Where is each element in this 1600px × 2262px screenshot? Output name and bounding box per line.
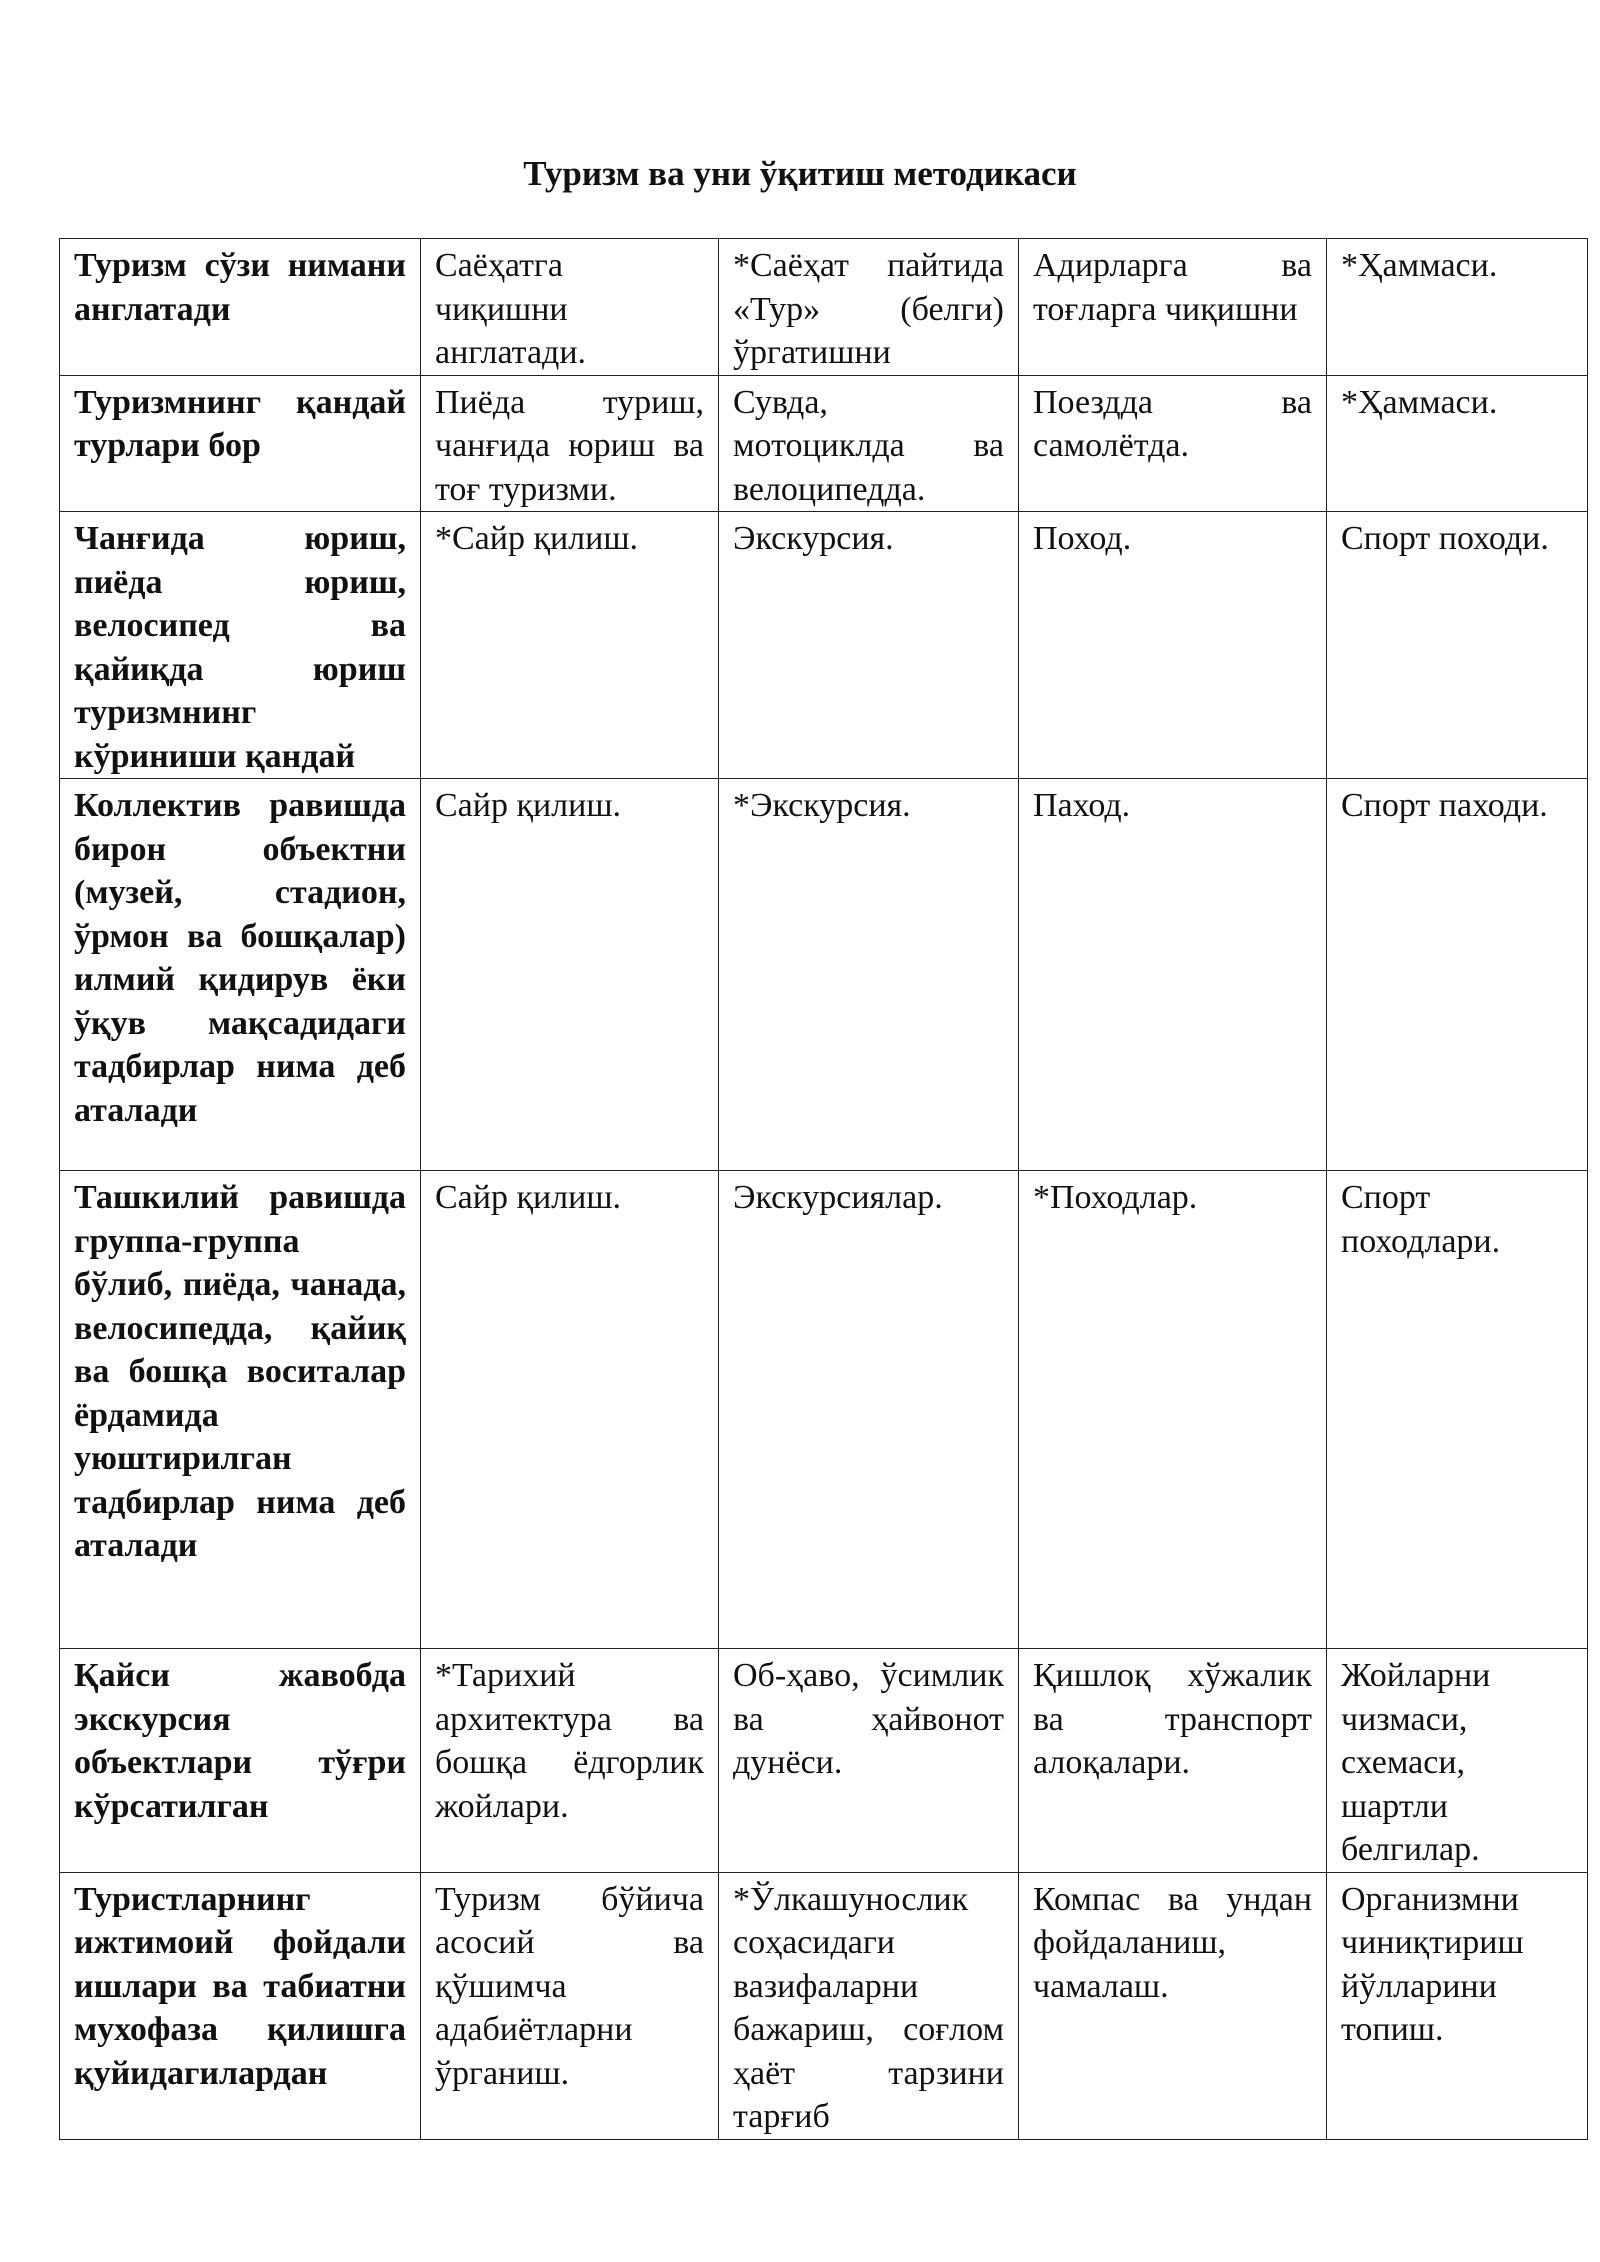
table-row — [60, 1649, 1588, 1873]
question-cell — [60, 512, 421, 779]
answer-cell — [1327, 375, 1588, 512]
answer-cell — [421, 1171, 719, 1649]
answer-text: Пиёда туриш, чанғида юриш ва тоғ туризми. — [435, 383, 704, 508]
answer-text: Об-ҳаво, ўсимлик ва ҳайвонот дунёси. — [733, 1657, 1004, 1781]
question-text: Ташкилий равишда группа-группа бўлиб, пиёда, чанада, велосипедда, қайиқ ва бошқа воситалар ёрдамида уюштирилган тадбирлар нима деб аталади — [74, 1179, 406, 1564]
answer-text: *Ўлкашунослик соҳасидаги вазифаларни бажариш, соғлом ҳаёт тарзини тарғиб — [733, 1880, 1004, 2135]
answer-cell — [421, 375, 719, 512]
answer-cell — [421, 512, 719, 779]
table-row — [60, 779, 1588, 1171]
answer-text: *Сайр қилиш. — [435, 520, 639, 557]
answer-cell — [1019, 375, 1327, 512]
answer-text: Экскурсиялар. — [733, 1179, 943, 1216]
answer-cell — [1019, 779, 1327, 1171]
question-cell — [60, 1872, 421, 2139]
answer-text: Компас ва ундан фойдаланиш, чамалаш. — [1033, 1880, 1312, 2005]
answer-text: Саёҳатга чиқишни англатади. — [435, 247, 587, 371]
answer-text: *Тарихий архитектура ва бошқа ёдгорлик жойлари. — [435, 1657, 704, 1825]
answer-text: *Ҳаммаси. — [1341, 247, 1498, 284]
answer-text: Туризм бўйича асосий ва қўшимча адабиётларни ўрганиш. — [435, 1880, 704, 2092]
answer-text: *Саёҳат пайтида «Тур» (белги) ўргатишни — [733, 247, 1004, 371]
answer-text: Сувда, мотоциклда ва велоципедда. — [733, 383, 1004, 508]
answer-text: Спорт паходи. — [1341, 787, 1548, 824]
answer-cell — [1327, 512, 1588, 779]
table-row — [60, 1872, 1588, 2139]
answer-cell — [421, 1872, 719, 2139]
answer-cell — [421, 779, 719, 1171]
answer-text: *Ҳаммаси. — [1341, 383, 1498, 421]
question-text: Чанғида юриш, пиёда юриш, велосипед ва қайиқда юриш туризмнинг кўриниши қандай — [74, 520, 406, 775]
answer-text: Спорт походлари. — [1341, 1179, 1501, 1260]
answer-cell — [421, 1649, 719, 1873]
answer-text: Организмни чиниқтириш йўлларини топиш. — [1341, 1880, 1524, 2048]
answer-cell — [1019, 1649, 1327, 1873]
answer-cell — [719, 779, 1019, 1171]
answer-text: Поход. — [1033, 520, 1132, 557]
answer-cell — [1327, 239, 1588, 376]
question-text: Туристларнинг ижтимоий фойдали ишлари ва табиатни мухофаза қилишга қуйидагилардан — [74, 1880, 406, 2092]
table-row — [60, 1171, 1588, 1649]
answer-text: Сайр қилиш. — [435, 1179, 622, 1216]
answer-text: Адирларга ва тоғларга чиқишни — [1033, 247, 1312, 328]
answer-text: *Походлар. — [1033, 1179, 1198, 1216]
answer-text: Сайр қилиш. — [435, 787, 622, 824]
table-row — [60, 512, 1588, 779]
answer-text: Қишлоқ хўжалик ва транспорт алоқалари. — [1033, 1657, 1312, 1781]
answer-cell — [719, 1171, 1019, 1649]
question-cell — [60, 779, 421, 1171]
answer-text: Экскурсия. — [733, 520, 894, 557]
answer-text: Поездда ва самолётда. — [1033, 383, 1312, 464]
answer-cell — [719, 1649, 1019, 1873]
question-cell — [60, 239, 421, 376]
question-text: Қайси жавобда экскурсия объектлари тўғри кўрсатилган — [74, 1657, 406, 1825]
answer-cell — [1019, 1872, 1327, 2139]
answer-cell — [1019, 1171, 1327, 1649]
answer-cell — [1019, 239, 1327, 376]
answer-cell — [1327, 779, 1588, 1171]
answer-cell — [1019, 512, 1327, 779]
answer-cell — [421, 239, 719, 376]
question-text: Туризм сўзи нимани англатади — [74, 247, 406, 328]
answer-text: Спорт походи. — [1341, 520, 1549, 557]
question-cell — [60, 375, 421, 512]
question-text: Коллектив равишда бирон объектни (музей, стадион, ўрмон ва бошқалар) илмий қидирув ёки ўқув мақсадидаги тадбирлар нима деб аталади — [74, 787, 406, 1129]
answer-cell — [719, 512, 1019, 779]
question-cell — [60, 1649, 421, 1873]
answer-cell — [719, 1872, 1019, 2139]
answer-cell — [719, 375, 1019, 512]
table-row — [60, 375, 1588, 512]
question-text: Туризмнинг қандай турлари бор — [74, 383, 406, 464]
answer-cell — [1327, 1649, 1588, 1873]
table-row — [60, 239, 1588, 376]
question-cell — [60, 1171, 421, 1649]
answer-text: Жойларни чизмаси, схемаси, шартли белгилар. — [1341, 1657, 1491, 1868]
answer-text: *Экскурсия. — [733, 787, 911, 824]
answer-cell — [1327, 1171, 1588, 1649]
quiz-table — [59, 238, 1588, 2140]
page-title: Туризм ва уни ўқитиш методикаси — [523, 154, 1077, 193]
answer-cell — [719, 239, 1019, 376]
answer-cell — [1327, 1872, 1588, 2139]
answer-text: Паход. — [1033, 787, 1131, 824]
